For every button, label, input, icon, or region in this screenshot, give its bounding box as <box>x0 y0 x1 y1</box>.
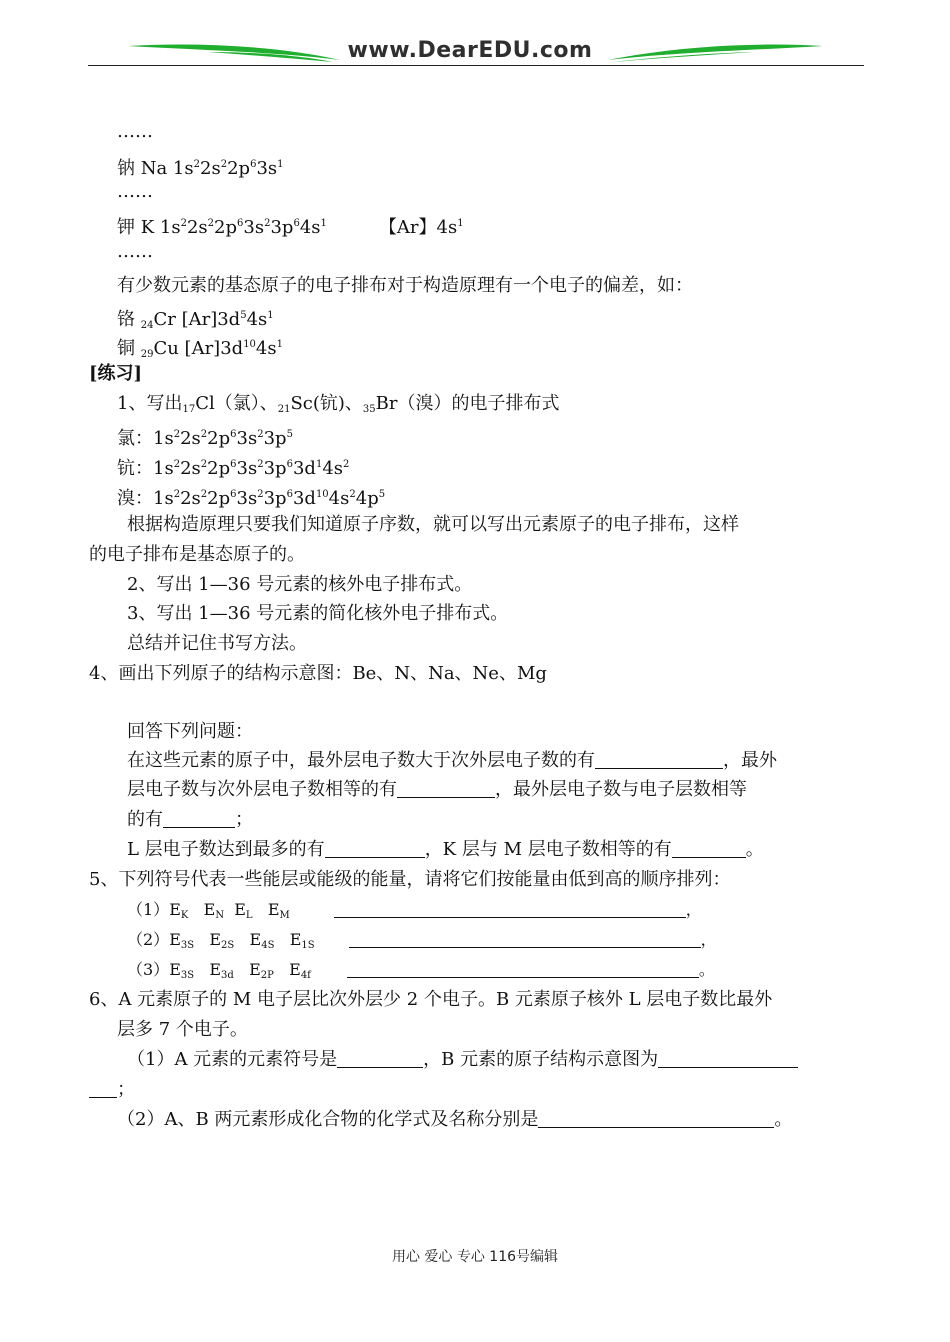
exception-note: 有少数元素的基态原子的电子排布对于构造原理有一个电子的偏差，如： <box>117 275 693 296</box>
question-4: 4、画出下列原子的结构示意图：Be、N、Na、Ne、Mg <box>89 663 547 684</box>
answer-blank[interactable] <box>397 777 495 798</box>
q6-sub-1: （1）A 元素的元素符号是 ，B 元素的原子结构示意图为 <box>127 1046 798 1074</box>
q4-line-1: 在这些元素的原子中，最外层电子数大于次外层电子数的有 ，最外 <box>127 750 777 771</box>
scandium-config: 钪：$1s^22s^22p^63s^23p^63d^14s^2$ <box>117 458 350 479</box>
answer-blank[interactable] <box>325 837 425 858</box>
answer-intro: 回答下列问题： <box>127 721 253 742</box>
answer-blank[interactable] <box>347 957 699 978</box>
practice-heading: [练习] <box>89 363 143 384</box>
answer-blank[interactable] <box>334 897 686 918</box>
q5-row-3: $(3)E_{3S}$ $E_{3d}$ $E_{2P}$ $E_{4f}$ 。 <box>127 956 715 990</box>
answer-blank[interactable] <box>558 1107 604 1128</box>
potassium-config: 钾 K $1s^22s^22p^63s^23p^64s^1$ 【Ar】$4s^1$ <box>117 217 464 238</box>
chlorine-config: 氯：$1s^22s^22p^63s^23p^5$ <box>117 428 293 449</box>
note-line-1: 根据构造原理只要我们知道原子序数，就可以写出元素原子的电子排布，这样 <box>127 514 739 535</box>
page-footer: 用心 爱心 专心 116号编辑 <box>391 1249 559 1265</box>
ellipsis-line: …… <box>117 121 153 142</box>
copper-config: 铜 $_{29}$Cu $[Ar]3d^{10}4s^1$ <box>117 338 283 360</box>
answer-blank[interactable] <box>658 1047 798 1068</box>
answer-blank[interactable] <box>349 927 701 948</box>
question-2: 2、写出 1—36 号元素的核外电子排布式。 <box>127 574 473 595</box>
header-rule <box>88 65 864 66</box>
q6-sub-2: （2）A、B 两元素形成化合物的化学式及名称分别是 。 <box>117 1109 793 1130</box>
summary-line: 总结并记住书写方法。 <box>127 633 307 654</box>
bromine-config: 溴：$1s^22s^22p^63s^23p^63d^{10}4s^24p^5$ <box>117 488 386 509</box>
ellipsis-line: …… <box>117 181 153 202</box>
q4-line-2: 层电子数与次外层电子数相等的有 ，最外层电子数与电子层数相等 <box>127 779 747 800</box>
note-line-2: 的电子排布是基态原子的。 <box>89 544 305 565</box>
answer-blank[interactable] <box>604 1107 656 1128</box>
question-3: 3、写出 1—36 号元素的简化核外电子排布式。 <box>127 603 509 624</box>
q5-row-2: $(2)E_{3S}$ $E_{2S}$ $E_{4S}$ $E_{1S}$ ， <box>127 926 717 960</box>
question-6-line-1: 6、A 元素原子的 M 电子层比次外层少 2 个电子。B 元素原子核外 L 层电子数比最外 <box>89 989 773 1010</box>
answer-blank[interactable] <box>538 1107 558 1128</box>
answer-blank[interactable] <box>595 748 723 769</box>
answer-blank[interactable] <box>672 837 746 858</box>
question-6-line-2: 层多 7 个电子。 <box>117 1019 248 1040</box>
q6-sub-1-cont: ； <box>89 1076 135 1104</box>
sodium-config: 钠 Na $1s^22s^22p^63s^1$ <box>117 158 284 179</box>
q4-line-3: 的有 ； <box>127 809 253 830</box>
question-1: 1、写出$_{17}$Cl（氯）、$_{21}$Sc(钪)、$_{35}$Br（溴）的电子排布式 <box>117 393 560 415</box>
q5-row-1: $(1)E_K$ $E_N$ $E_L$ $E_M$ ， <box>127 896 702 930</box>
answer-blank[interactable] <box>163 807 235 828</box>
ellipsis-line: …… <box>117 241 153 262</box>
answer-blank[interactable] <box>656 1107 774 1128</box>
q4-line-4: L 层电子数达到最多的有 ，K 层与 M 层电子数相等的有 。 <box>127 839 764 860</box>
question-5: 5、下列符号代表一些能层或能级的能量，请将它们按能量由低到高的顺序排列： <box>89 869 731 890</box>
site-title[interactable]: www.DearEDU.com <box>347 38 593 63</box>
answer-blank[interactable] <box>89 1077 117 1098</box>
answer-blank[interactable] <box>337 1047 423 1068</box>
chromium-config: 铬 $_{24}$Cr $[Ar]3d^54s^1$ <box>117 309 274 331</box>
